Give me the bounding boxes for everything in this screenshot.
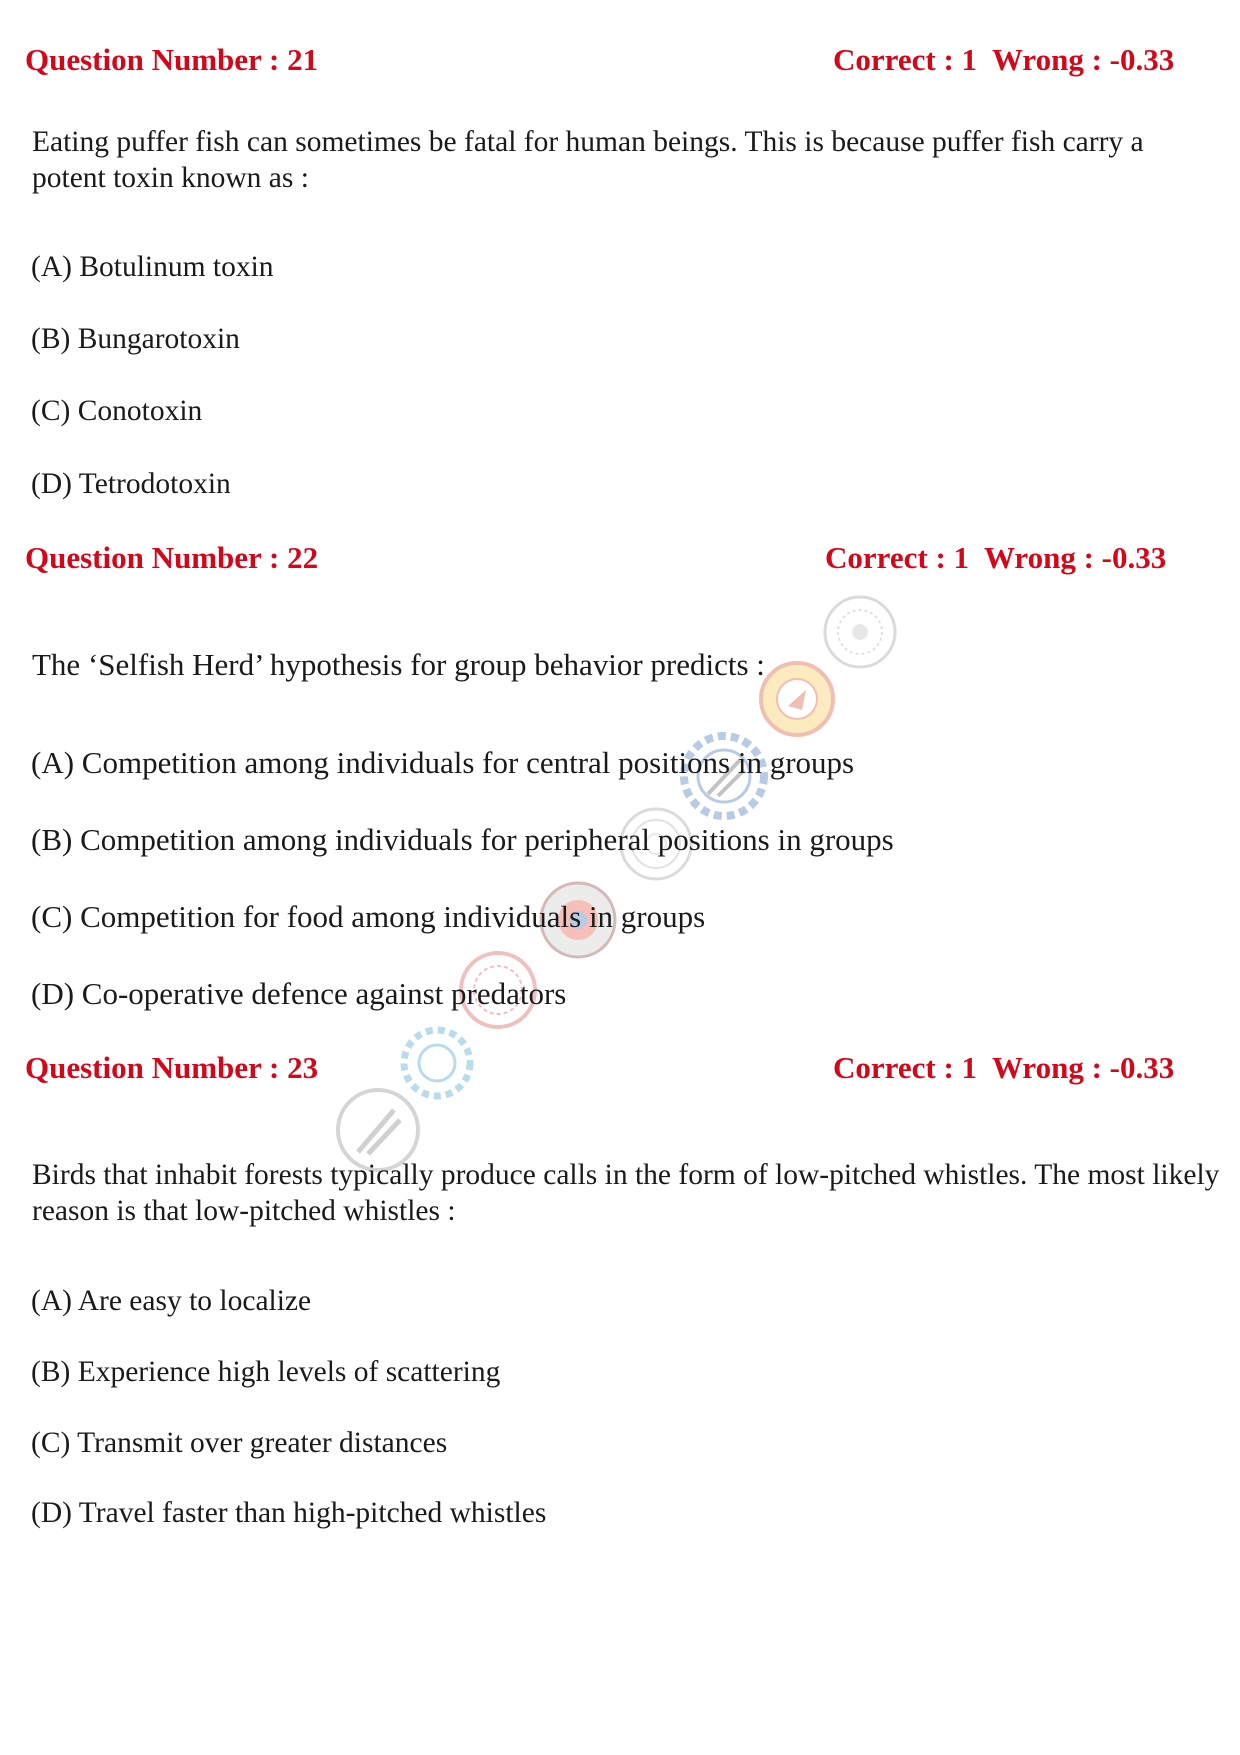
option-c: (C) Transmit over greater distances bbox=[31, 1427, 448, 1459]
question-text: The ‘Selfish Herd’ hypothesis for group behavior predicts : bbox=[32, 647, 765, 682]
question-number: Question Number : 21 bbox=[25, 42, 319, 77]
question-marks: Correct : 1 Wrong : -0.33 bbox=[833, 1050, 1175, 1085]
question-marks: Correct : 1 Wrong : -0.33 bbox=[825, 540, 1167, 575]
option-a: (A) Are easy to localize bbox=[31, 1285, 312, 1317]
option-c: (C) Conotoxin bbox=[31, 395, 203, 427]
option-b: (B) Experience high levels of scattering bbox=[31, 1356, 501, 1388]
option-d: (D) Travel faster than high-pitched whistles bbox=[31, 1497, 547, 1529]
question-text: Eating puffer fish can sometimes be fatal for human beings. This is because puffer fish carry a potent toxin known as : bbox=[32, 126, 1144, 194]
option-a: (A) Botulinum toxin bbox=[31, 251, 274, 283]
question-header bbox=[0, 1050, 1240, 1090]
question-number: Question Number : 23 bbox=[25, 1050, 319, 1085]
option-d: (D) Tetrodotoxin bbox=[31, 468, 231, 500]
option-a: (A) Competition among individuals for central positions in groups bbox=[31, 745, 855, 780]
question-number: Question Number : 22 bbox=[25, 540, 319, 575]
question-text: Birds that inhabit forests typically produce calls in the form of low-pitched whistles. The most likely reason is that low-pitched whistles : bbox=[32, 1159, 1220, 1227]
option-c: (C) Competition for food among individuals in groups bbox=[31, 899, 706, 934]
option-b: (B) Competition among individuals for peripheral positions in groups bbox=[31, 822, 894, 857]
question-header bbox=[0, 540, 1240, 580]
question-marks: Correct : 1 Wrong : -0.33 bbox=[833, 42, 1175, 77]
question-header bbox=[0, 42, 1240, 82]
option-d: (D) Co-operative defence against predators bbox=[31, 976, 567, 1011]
option-b: (B) Bungarotoxin bbox=[31, 323, 240, 355]
